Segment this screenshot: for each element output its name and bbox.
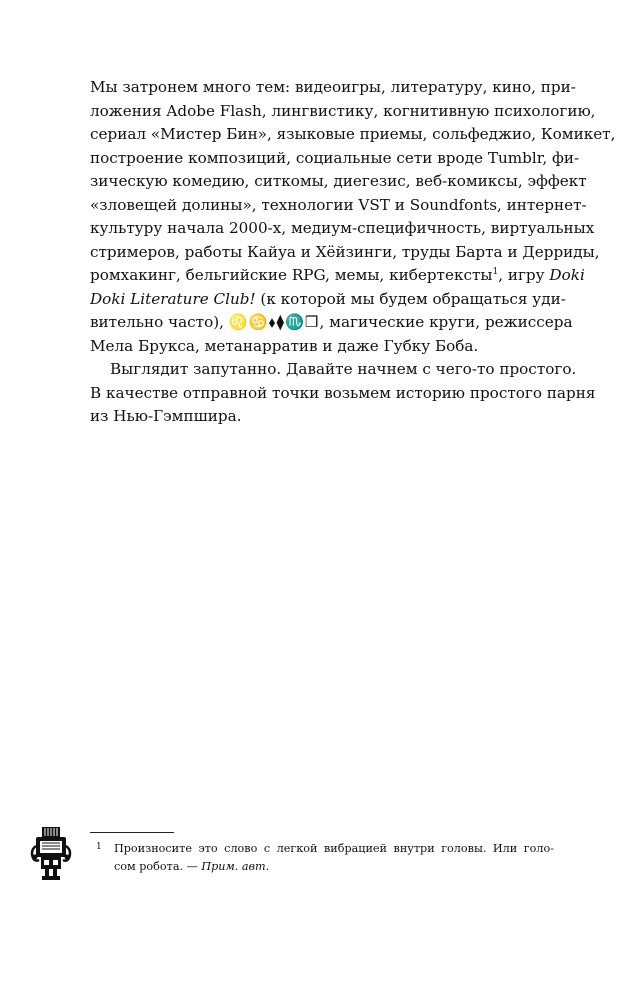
text-line: зическую комедию, ситкомы, диегезис, веб-комиксы, эффект: [90, 172, 587, 190]
text-line: построение композиций, социальные сети вроде Tumblr, фи-: [90, 148, 580, 167]
text-segment: вительно часто),: [90, 313, 229, 331]
text-line: Мела Брукса, метанарратив и даже Губку Боба.: [90, 336, 479, 355]
text-line: [90, 311, 573, 335]
text-line: «зловещей долины», технологии VST и Soundfonts, интернет-: [90, 195, 587, 214]
text-line: стримеров, работы Кайуа и Хёйзинги, труды Барта и Дерриды,: [90, 242, 600, 261]
body-text: [90, 76, 616, 429]
author-note-italic: Прим. авт.: [201, 860, 270, 873]
paragraph-2: [90, 358, 596, 429]
game-title-italic: Doki: [549, 266, 585, 284]
text-line: культуру начала 2000-х, медиум-специфичность, виртуальных: [90, 219, 595, 237]
text-line: [90, 288, 566, 312]
footnote-line: Произносите это слово с легкой вибрацией внутри головы. Или голо-: [114, 842, 554, 855]
footnote-line: [90, 858, 554, 876]
footnote-number: 1: [96, 842, 102, 852]
text-line: ложения Adobe Flash, лингвистику, когнитивную психологию,: [90, 101, 596, 120]
robot-icon: [30, 826, 72, 882]
text-line: сериал «Мистер Бин», языковые приемы, сольфеджио, Комикет,: [90, 125, 616, 143]
footnote-divider: [90, 832, 174, 833]
text-line: Мы затронем много тем: видеоигры, литературу, кино, при-: [90, 78, 576, 96]
text-segment: , магические круги, режиссера: [319, 313, 573, 331]
paragraph-1: [90, 76, 616, 358]
footnote: [90, 840, 554, 876]
text-segment: (к которой мы будем обращаться уди-: [255, 289, 566, 308]
text-line: [90, 264, 585, 288]
text-segment: , игру: [498, 266, 550, 284]
text-segment: сом робота. —: [114, 860, 202, 873]
text-line: из Нью-Гэмпшира.: [90, 407, 242, 425]
text-line: В качестве отправной точки возьмем историю простого парня: [90, 383, 596, 402]
text-line: Выглядит запутанно. Давайте начнем с чего-то простого.: [110, 360, 577, 378]
wingdings-symbols: ♌♋⬧⧫♏❒: [228, 313, 320, 331]
text-segment: ромхакинг, бельгийские RPG, мемы, кибертексты: [90, 266, 493, 284]
game-title-italic: Doki Literature Club!: [90, 289, 256, 308]
footnote-reference: 1: [492, 267, 499, 277]
